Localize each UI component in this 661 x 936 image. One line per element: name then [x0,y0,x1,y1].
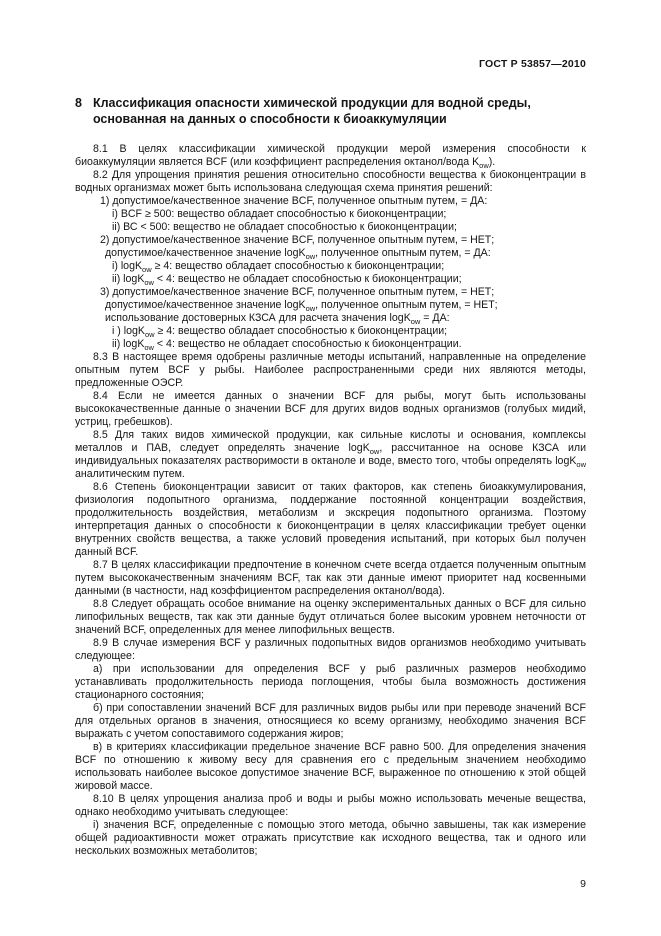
decision-item-2-i: i) logK$_{ow}$ ≥ 4: вещество обладает способностью к биоконцентрации; [112,260,445,275]
doc-code-header: ГОСТ Р 53857—2010 [478,58,586,70]
paragraph-8-9-a: а) при использовании для определения BCF у рыб различных размеров необходимо устанавливать продолжительность периода поглощения, чтобы была возможность достижения стационарного состояния; [75,663,586,701]
decision-item-3-cont2: использование достоверных КЗСА для расчета значения logK$_{ow}$ = ДА: [105,312,450,327]
decision-item-3: 3) допустимое/качественное значение BCF, полученное опытным путем, = НЕТ; [100,286,495,298]
decision-item-2: 2) допустимое/качественное значение BCF, полученное опытным путем, = НЕТ; [100,234,495,246]
paragraph-8-7: 8.7 В целях классификации предпочтение в конечном счете всегда отдается полученным опытным путем высококачественным значениям BCF, так как эти данные имеют приоритет над косвенными данными (в частности, над коэффициентом распределения октанол/вода). [75,559,586,597]
paragraph-8-5: 8.5 Для таких видов химической продукции, как сильные кислоты и основания, комплексы металлов и ПАВ, следует определять значение logK$_{ow}$, рассчитанное на основе КЗСА или индивидуальных показателях растворимости в октаноле и воде, вместо того, чтобы определять logK$_{ow}$ аналитическим путем. [75,429,586,480]
paragraph-8-2: 8.2 Для упрощения принятия решения относительно способности вещества к биоконцентрации в водных организмах может быть использована следующая схема принятия решений: [75,169,586,194]
decision-item-3-ii: ii) logK$_{ow}$ < 4: вещество не обладает способностью к биоконцентрации. [112,338,462,353]
paragraph-8-8: 8.8 Следует обращать особое внимание на оценку экспериментальных данных о BCF для сильно липофильных веществ, так как эти данные будут отличаться более высоким уровнем неточности от значений BCF, определенных для менее липофильных веществ. [75,598,586,636]
decision-item-3-cont1: допустимое/качественное значение logK$_{ow}$, полученное опытным путем, = НЕТ; [105,299,498,314]
paragraph-8-9: 8.9 В случае измерения BCF у различных подопытных видов организмов необходимо учитывать следующее: [75,637,586,662]
section-title-text: Классификация опасности химической продукции для водной среды, основанная на данных о способности к биоаккумуляции [92,96,531,126]
paragraph-8-10-i: i) значения BCF, определенные с помощью этого метода, обычно завышены, так как измерение общей радиоактивности может отражать присутствие как исходного вещества, так и одного или нескольких возможных метаболитов; [75,819,586,857]
paragraph-8-10: 8.10 В целях упрощения анализа проб и воды и рыбы можно использовать меченые вещества, однако необходимо учитывать следующее: [75,793,586,818]
section-title [75,96,586,127]
paragraph-8-6: 8.6 Степень биоконцентрации зависит от таких факторов, как степень биоаккумулирования, физиология подопытного организма, поддержание постоянной концентрации воздействия, продолжительность воздействия, метаболизм и экскреция подопытного организма. Поэтому интерпретация данных о способности к биоконцентрации в целях классификации требует оценки внутренних свойств вещества, а также условий проведения испытаний, при которых был получен данный BCF. [75,481,586,558]
decision-item-2-ii: ii) logK$_{ow}$ < 4: вещество не обладает способностью к биоконцентрации; [112,273,462,288]
decision-item-1: 1) допустимое/качественное значение BCF, полученное опытным путем, = ДА: [100,195,488,207]
decision-item-3-i: i ) logK$_{ow}$ ≥ 4: вещество обладает способностью к биоконцентрации; [112,325,448,340]
page-number: 9 [580,878,586,890]
paragraph-8-9-b: б) при сопоставлении значений BCF для различных видов рыбы или при переводе значений BCF для отдельных органов в значения, относящиеся ко всему организму, необходимо значения BCF выражать с учетом сопоставимого содержания жиров; [75,702,586,740]
paragraph-8-4: 8.4 Если не имеется данных о значении BCF для рыбы, могут быть использованы высококачественные данные о значении BCF для других видов водных организмов (голубых мидий, устриц, гребешков). [75,390,586,428]
decision-item-1-ii: ii) ВС < 500: вещество не обладает способностью к биоконцентрации; [112,221,457,233]
paragraph-8-1: 8.1 В целях классификации химической продукции мерой измерения способности к биоаккумуляции является BCF (или коэффициент распределения октанол/вода $K_{ow}$). [75,143,586,171]
paragraph-8-3: 8.3 В настоящее время одобрены различные методы испытаний, направленные на определение опытным путем BCF у рыбы. Наиболее распространенными среди них являются методы, предложенные ОЭСР. [75,351,586,389]
document-body [75,143,586,858]
decision-item-2-cont: допустимое/качественное значение logK$_{ow}$, полученное опытным путем, = ДА: [105,247,491,262]
paragraph-8-9-v: в) в критериях классификации предельное значение BCF равно 500. Для определения значения BCF по отношению к живому весу для сравнения его с предельным значением необходимо использовать наиболее высокое допустимое значение BCF, выраженное по отношению к этой общей жировой массе. [75,741,586,792]
section-number: 8 [75,96,82,110]
decision-item-1-i: i) BCF ≥ 500: вещество обладает способностью к биоконцентрации; [112,208,447,220]
